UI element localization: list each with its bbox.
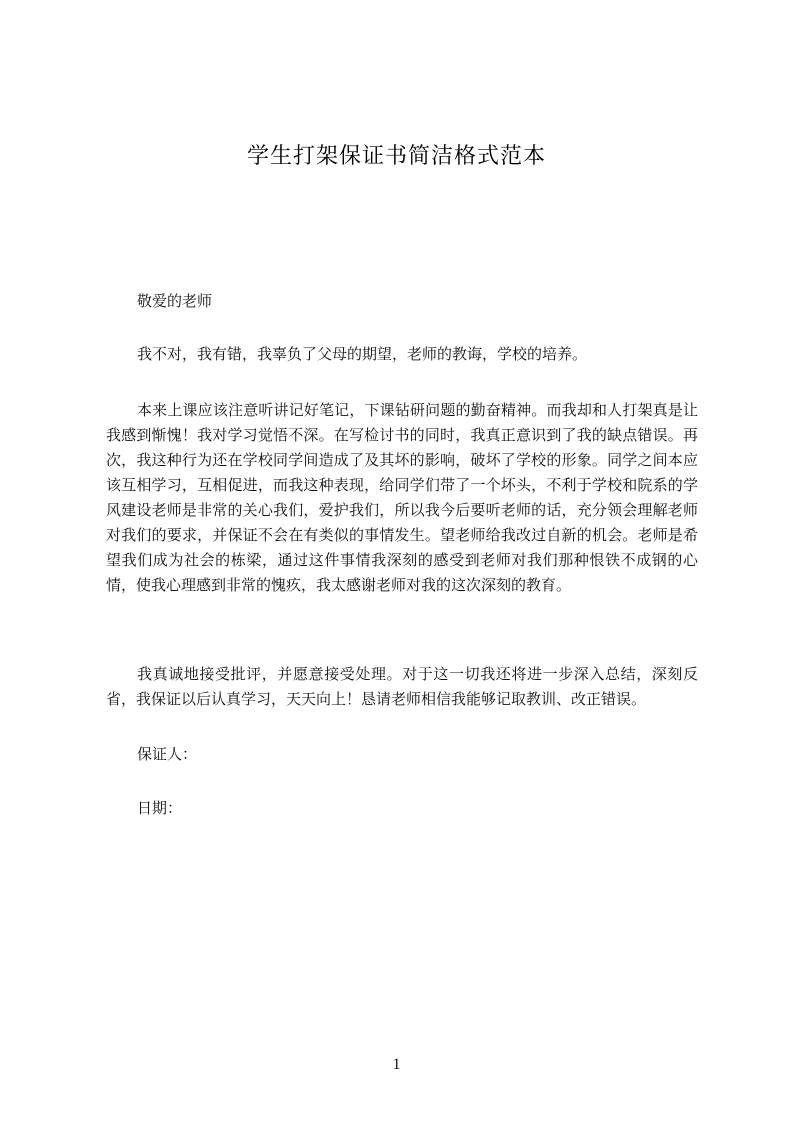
guarantor-label: 保证人：: [137, 745, 198, 763]
page-number: 1: [392, 1056, 401, 1073]
acceptance-paragraph: 我真诚地接受批评，并愿意接受处理。对于这一切我还将进一步深入总结，深刻反省，我保证以后认真学习，天天向上！恳请老师相信我能够记取教训、改正错误。: [106, 665, 698, 708]
date-label: 日期：: [137, 799, 183, 817]
apology-line: 我不对，我有错，我辜负了父母的期望，老师的教诲，学校的培养。: [137, 345, 588, 363]
body-paragraph: 本来上课应该注意听讲记好笔记，下课钻研问题的勤奋精神。而我却和人打架真是让我感到惭愧！我对学习觉悟不深。在写检讨书的同时，我真正意识到了我的缺点错误。再次，我这种行为还在学校同学间造成了及其坏的影响，破坏了学校的形象。同学之间本应该互相学习，互相促进，而我这种表现，给同学们带了一个坏头，不利于学校和院系的学风建设老师是非常的关心我们，爱护我们，所以我今后要听老师的话，充分领会理解老师对我们的要求，并保证不会在有类似的事情发生。望老师给我改过自新的机会。老师是希望我们成为社会的栋梁，通过这件事情我深刻的感受到老师对我们那种恨铁不成钢的心情，使我心理感到非常的愧疚，我太感谢老师对我的这次深刻的教育。: [106, 401, 698, 594]
salutation: 敬爱的老师: [137, 292, 213, 310]
page-title: 学生打架保证书简洁格式范本: [246, 144, 546, 169]
